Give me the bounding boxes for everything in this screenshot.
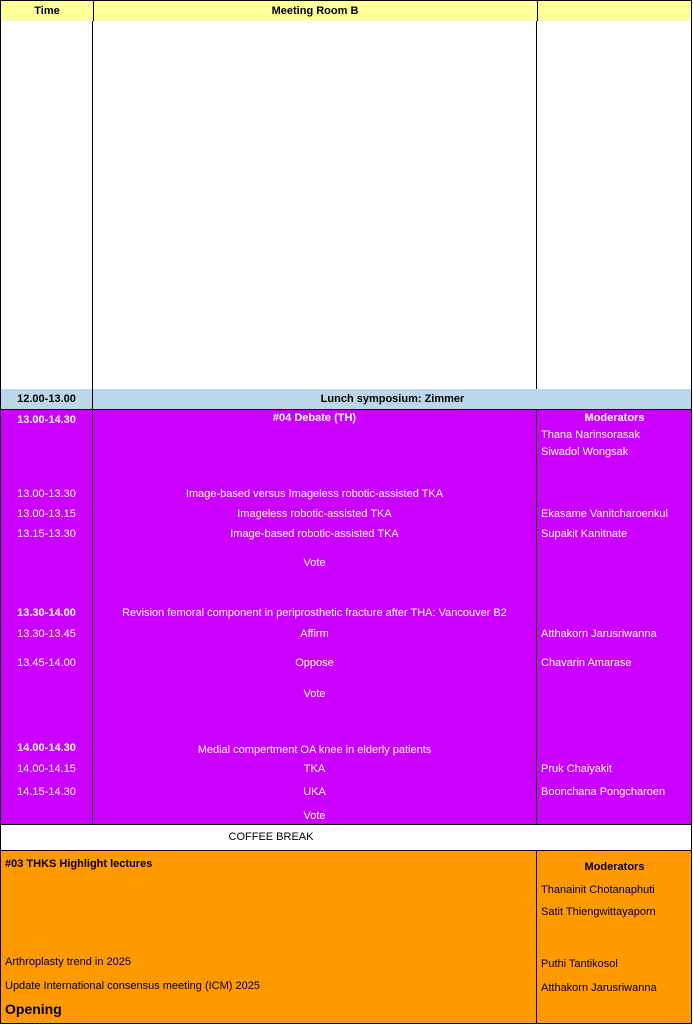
talk-time: 13.45-14.00 — [17, 657, 76, 669]
highlight-session — [0, 851, 692, 1024]
debate-time: 13.00-14.30 — [17, 414, 76, 426]
debate-moderators-label: Moderators — [584, 412, 645, 424]
lecture-title: Update International consensus meeting (ICM) 2025 — [5, 980, 260, 992]
topic-time: 13.30-14.00 — [17, 607, 76, 619]
topic-title: Medial compertment OA knee in elderly patients — [197, 744, 432, 756]
talk-speaker: Pruk Chaiyakit — [541, 763, 612, 775]
talk-title: Imageless robotic-assisted TKA — [237, 508, 392, 520]
topic-title: Revision femoral component in periprosthetic fracture after THA: Vancouver B2 — [122, 607, 507, 619]
talk-time: 14.15-14.30 — [17, 786, 76, 798]
lecture-speaker: Puthi Tantikosol — [541, 958, 618, 970]
debate-title: #04 Debate (TH) — [272, 412, 357, 424]
vote-label: Vote — [303, 810, 326, 822]
talk-speaker: Atthakorn Jarusriwanna — [541, 628, 657, 640]
highlight-moderator: Thanainit Chotanaphuti — [541, 884, 655, 896]
debate-session — [0, 410, 692, 825]
topic-time: 13.00-13.30 — [17, 488, 76, 500]
debate-moderator: Thana Narinsorasak — [541, 429, 641, 441]
column-divider — [536, 21, 537, 389]
talk-title: Affirm — [300, 628, 329, 640]
talk-speaker: Ekasame Vanitcharoenkul — [541, 508, 668, 520]
topic-time: 14.00-14.30 — [17, 742, 76, 754]
talk-speaker: Boonchana Pongcharoen — [541, 786, 666, 798]
talk-title: Oppose — [295, 657, 334, 669]
lunch-time: 12.00-13.00 — [17, 393, 76, 405]
talk-speaker: Chavarin Amarase — [541, 657, 632, 669]
vote-label: Vote — [303, 557, 326, 569]
highlight-moderator: Satit Thiengwittayaporn — [541, 906, 656, 918]
talk-title: UKA — [303, 786, 326, 798]
lunch-row — [0, 389, 692, 410]
highlight-title: #03 THKS Highlight lectures — [5, 858, 153, 870]
talk-speaker: Supakit Kanitnate — [541, 528, 628, 540]
header-row — [0, 0, 692, 22]
column-divider — [536, 410, 537, 824]
vote-label: Vote — [303, 688, 326, 700]
topic-title: Image-based versus Imageless robotic-assisted TKA — [185, 488, 444, 500]
talk-time: 13.15-13.30 — [17, 528, 76, 540]
column-divider — [537, 1, 538, 21]
coffee-break-label: COFFEE BREAK — [228, 831, 314, 843]
talk-time: 14.00-14.15 — [17, 763, 76, 775]
lecture-speaker: Atthakorn Jarusriwanna — [541, 982, 657, 994]
column-divider — [92, 21, 93, 389]
column-divider — [536, 851, 537, 1023]
talk-time: 13.00-13.15 — [17, 508, 76, 520]
lecture-title: Arthroplasty trend in 2025 — [5, 956, 131, 968]
header-room: Meeting Room B — [271, 5, 359, 17]
debate-moderator: Siwadol Wongsak — [541, 446, 629, 458]
talk-time: 13.30-13.45 — [17, 628, 76, 640]
talk-title: TKA — [303, 763, 326, 775]
blank-section — [0, 21, 692, 390]
lunch-title: Lunch symposium: Zimmer — [320, 393, 465, 405]
talk-title: Image-based robotic-assisted TKA — [230, 528, 399, 540]
highlight-moderators-label: Moderators — [584, 861, 645, 873]
coffee-break-row — [0, 825, 692, 851]
header-time: Time — [34, 5, 60, 17]
opening-label: Opening — [5, 1001, 62, 1017]
